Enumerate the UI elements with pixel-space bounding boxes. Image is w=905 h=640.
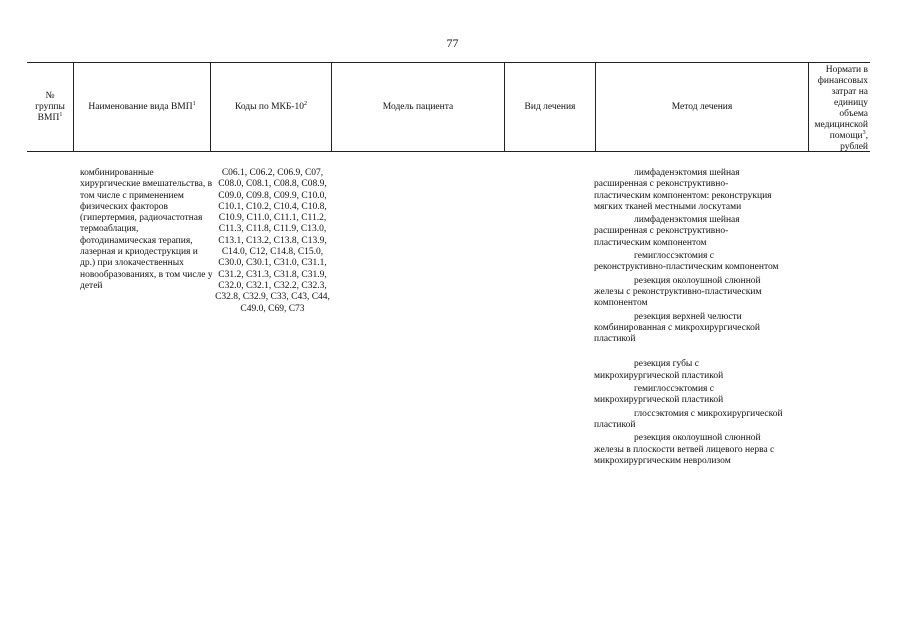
row-treatment-methods (594, 168, 784, 469)
method-item: резекция верхней челюсти комбинированная с микрохирургической пластикой (594, 311, 760, 345)
method-item: резекция околоушной слюнной железы в плоскости ветвей лицевого нерва с микрохирургическим невролизом (594, 433, 775, 466)
table-header (27, 62, 870, 152)
method-item: резекция околоушной слюнной железы с реконструктивно-пластическим компонентом (594, 275, 762, 309)
header-vmp-name: Наименование вида ВМП$^1$ (74, 63, 211, 151)
row-icd-codes: C06.1, C06.2, C06.9, C07, C08.0, C08.1, C08.8, C08.9, C09.0, C09.8, C09.9, C10.0, C10.1, C10.2, C10.4, C10.8, C10.9, C11.0, C11.1, C11.2, C11.3, C11.8, C11.9, C13.0, C13.1, C13.2, C13.8, C13.9, C14.0, C12, C14.8, C15.0, C30.0, C30.1, C31.0, C31.1, C31.2, C31.3, C31.8, C31.9, C32.0, C32.1, C32.2, C32.3, C32.8, C32.9, C33, C43, C44, C49.0, C69, C73 (215, 168, 330, 314)
page-number: 77 (446, 36, 459, 50)
header-treatment-type: Вид лечения (505, 63, 596, 151)
header-financial-norms: Нормати в финансовых затрат на единицу объема медицинской помощи$^3$, рублей (814, 65, 868, 151)
row-vmp-name: комбинированные хирургические вмешательства, в том числе с применением физических факторов (гипертермия, радиочастотная термоаблация, фотодинамическая терапия, лазерная и криодеструкция и др.) при злокачественных новообразованиях, в том числе у детей (80, 168, 213, 291)
header-patient-model: Модель пациента (332, 63, 505, 151)
header-treatment-method: Метод лечения (596, 63, 809, 151)
method-item: резекция губы с микрохирургической пластикой (594, 359, 724, 381)
header-group-number: № группы ВМП$^1$ (27, 63, 74, 151)
method-item: гемиглоссэктомия с микрохирургической пластикой (594, 384, 724, 406)
method-item: лимфаденэктомия шейная расширенная с реконструктивно-пластическим компонентом (594, 215, 740, 248)
method-item: лимфаденэктомия шейная расширенная с реконструктивно-пластическим компонентом: реконструкция мягких тканей местными лоскутами (594, 168, 772, 212)
header-icd-codes: Коды по МКБ-$10^2$ (211, 63, 332, 151)
method-item: глоссэктомия с микрохирургической пластикой (594, 408, 783, 430)
method-item: гемиглоссэктомия с реконструктивно-пластическим компонентом (594, 251, 779, 273)
